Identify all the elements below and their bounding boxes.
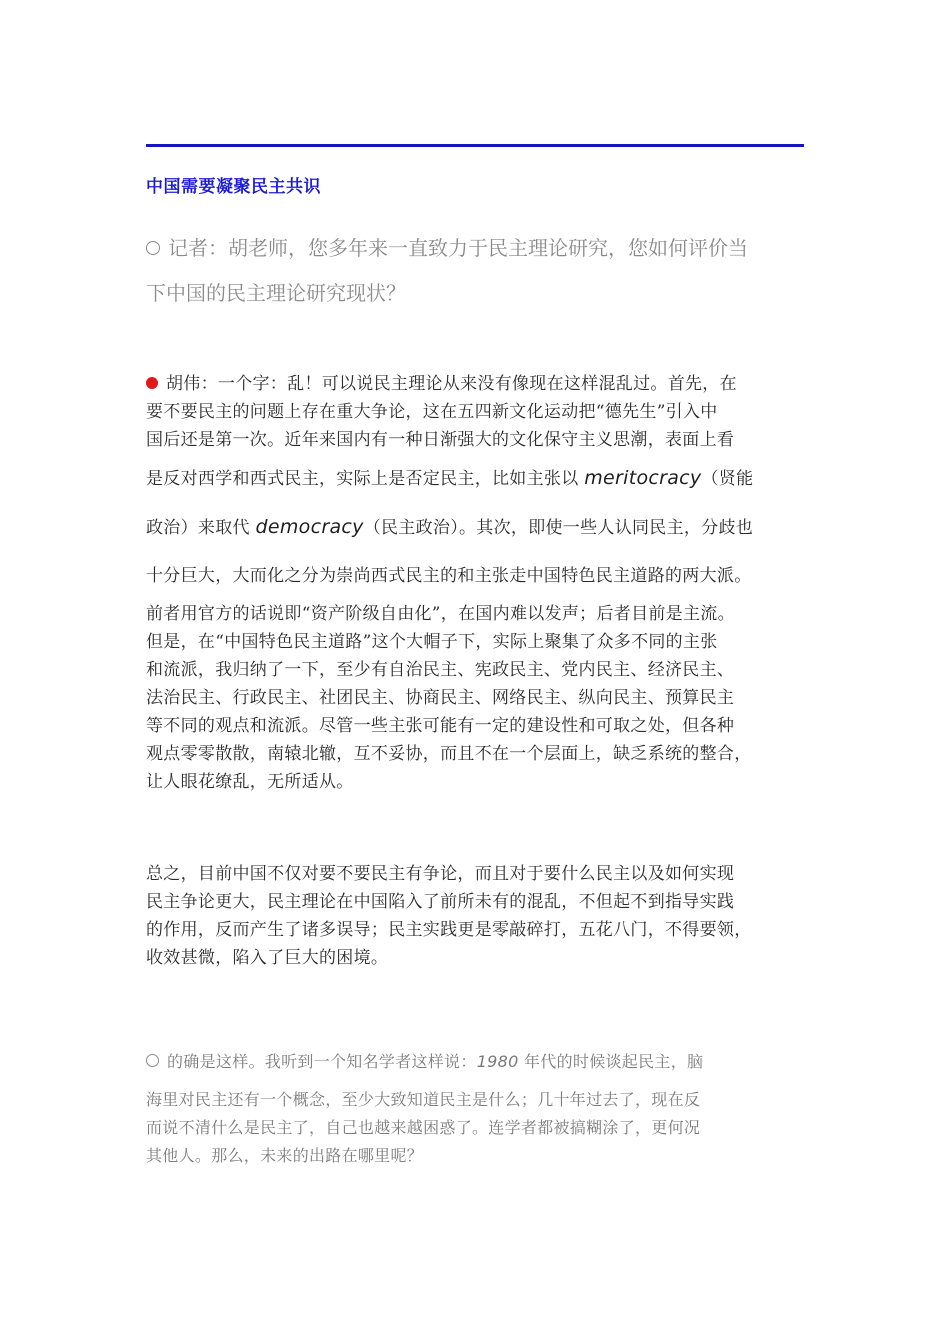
filled-circle-icon (146, 377, 158, 389)
answer-1-line: 前者用官方的话说即“资产阶级自由化”，在国内难以发声；后者目前是主流。 (146, 604, 735, 624)
answer-1-line: 政治）来取代 democracy（民主政治）。其次，即使一些人认同民主，分歧也 (146, 516, 754, 538)
answer-1-line: 要不要民主的问题上存在重大争论，这在五四新文化运动把“德先生”引入中 (146, 402, 718, 422)
answer-1-line: 法治民主、行政民主、社团民主、协商民主、网络民主、纵向民主、预算民主 (146, 688, 735, 708)
answer-2-line: 总之，目前中国不仅对要不要民主有争论，而且对于要什么民主以及如何实现 (146, 864, 735, 884)
answer-1-line: 十分巨大，大而化之分为崇尚西式民主的和主张走中国特色民主道路的两大派。 (146, 566, 752, 586)
question-2-line: 的确是这样。我听到一个知名学者这样说：1980 年代的时候谈起民主，脑 (146, 1038, 806, 1086)
year-number: 1980 (476, 1052, 519, 1071)
question-2-line: 而说不清什么是民主了，自己也越来越困惑了。连学者都被搞糊涂了，更何况 (146, 1118, 701, 1137)
answer-2-line: 的作用，反而产生了诸多误导；民主实践更是零敲碎打，五花八门，不得要领， (146, 920, 752, 940)
open-circle-icon (146, 241, 160, 255)
question-1 (146, 226, 806, 316)
question-2-line: 海里对民主还有一个概念，至少大致知道民主是什么；几十年过去了，现在反 (146, 1090, 701, 1109)
question-1-line: 记者：胡老师，您多年来一直致力于民主理论研究，您如何评价当 (146, 226, 806, 271)
answer-1-line: 等不同的观点和流派。尽管一些主张可能有一定的建设性和可取之处，但各种 (146, 716, 735, 736)
answer-1-line: 是反对西学和西式民主，实际上是否定民主，比如主张以 meritocracy（贤能 (146, 467, 754, 489)
open-circle-icon (146, 1054, 159, 1067)
answer-1-line: 观点零零散散，南辕北辙，互不妥协，而且不在一个层面上，缺乏系统的整合， (146, 744, 752, 764)
answer-1-line: 和流派，我归纳了一下，至少有自治民主、宪政民主、党内民主、经济民主、 (146, 660, 735, 680)
answer-2-line: 收效甚微，陷入了巨大的困境。 (146, 948, 389, 968)
answer-2 (146, 860, 806, 972)
title-rule (146, 144, 804, 147)
answer-1-line: 但是，在“中国特色民主道路”这个大帽子下，实际上聚集了众多不同的主张 (146, 632, 718, 652)
answer-1-line: 让人眼花缭乱，无所适从。 (146, 772, 354, 792)
answer-1-line: 胡伟：一个字：乱！可以说民主理论从来没有像现在这样混乱过。首先，在 (146, 370, 806, 398)
article-title: 中国需要凝聚民主共识 (146, 177, 321, 197)
term-meritocracy: meritocracy (584, 467, 702, 489)
question-2-line: 其他人。那么，未来的出路在哪里呢？ (146, 1146, 424, 1165)
question-1-line: 下中国的民主理论研究现状？ (146, 281, 406, 305)
answer-1-line: 国后还是第一次。近年来国内有一种日渐强大的文化保守主义思潮，表面上看 (146, 430, 735, 450)
answer-1 (146, 370, 806, 796)
answer-2-line: 民主争论更大，民主理论在中国陷入了前所未有的混乱，不但起不到指导实践 (146, 892, 735, 912)
question-2 (146, 1038, 806, 1170)
term-democracy: democracy (255, 516, 364, 538)
